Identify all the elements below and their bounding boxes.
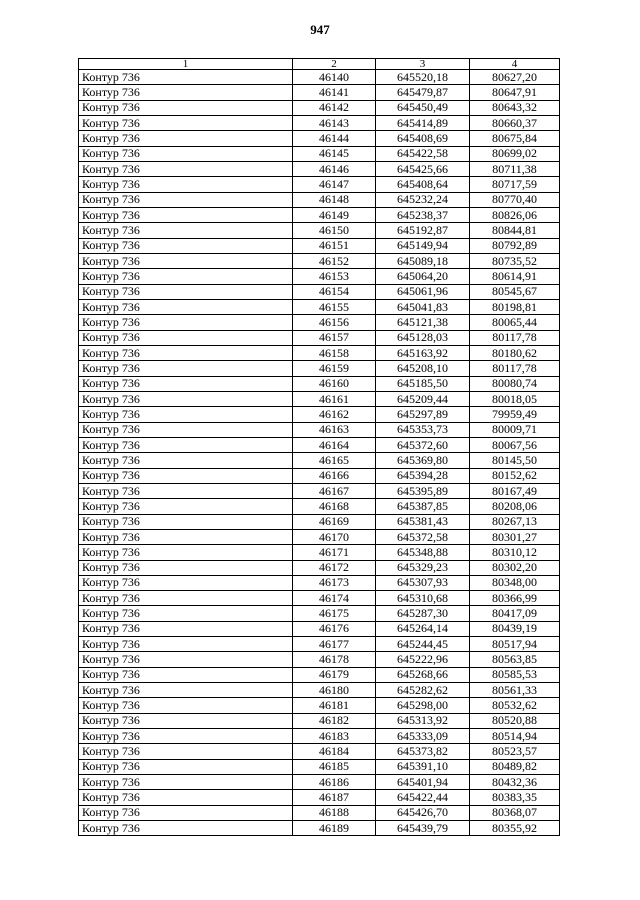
point-number-cell: 46171: [293, 545, 376, 560]
y-coordinate-cell: 80152,62: [470, 468, 560, 483]
x-coordinate-cell: 645422,58: [376, 146, 470, 161]
x-coordinate-cell: 645282,62: [376, 683, 470, 698]
x-coordinate-cell: 645163,92: [376, 345, 470, 360]
point-number-cell: 46155: [293, 299, 376, 314]
point-number-cell: 46166: [293, 468, 376, 483]
y-coordinate-cell: 80439,19: [470, 621, 560, 636]
x-coordinate-cell: 645348,88: [376, 545, 470, 560]
x-coordinate-cell: 645238,37: [376, 207, 470, 222]
point-number-cell: 46160: [293, 376, 376, 391]
contour-name-cell: Контур 736: [79, 253, 293, 268]
y-coordinate-cell: 80647,91: [470, 85, 560, 100]
point-number-cell: 46157: [293, 330, 376, 345]
y-coordinate-cell: 80514,94: [470, 729, 560, 744]
point-number-cell: 46147: [293, 177, 376, 192]
table-row: [79, 652, 560, 667]
y-coordinate-cell: 80792,89: [470, 238, 560, 253]
y-coordinate-cell: 79959,49: [470, 407, 560, 422]
y-coordinate-cell: 80145,50: [470, 453, 560, 468]
table-row: [79, 284, 560, 299]
contour-name-cell: Контур 736: [79, 207, 293, 222]
y-coordinate-cell: 80366,99: [470, 591, 560, 606]
point-number-cell: 46154: [293, 284, 376, 299]
contour-name-cell: Контур 736: [79, 131, 293, 146]
y-coordinate-cell: 80117,78: [470, 361, 560, 376]
point-number-cell: 46148: [293, 192, 376, 207]
x-coordinate-cell: 645307,93: [376, 575, 470, 590]
header-row: [79, 59, 560, 70]
table-row: [79, 683, 560, 698]
x-coordinate-cell: 645353,73: [376, 422, 470, 437]
table-row: [79, 790, 560, 805]
point-number-cell: 46174: [293, 591, 376, 606]
contour-name-cell: Контур 736: [79, 545, 293, 560]
y-coordinate-cell: 80167,49: [470, 483, 560, 498]
x-coordinate-cell: 645192,87: [376, 223, 470, 238]
x-coordinate-cell: 645381,43: [376, 514, 470, 529]
table-row: [79, 713, 560, 728]
table-row: [79, 345, 560, 360]
table-row: [79, 376, 560, 391]
point-number-cell: 46181: [293, 698, 376, 713]
contour-name-cell: Контур 736: [79, 805, 293, 820]
y-coordinate-cell: 80432,36: [470, 775, 560, 790]
point-number-cell: 46153: [293, 269, 376, 284]
x-coordinate-cell: 645450,49: [376, 100, 470, 115]
contour-name-cell: Контур 736: [79, 192, 293, 207]
y-coordinate-cell: 80067,56: [470, 437, 560, 452]
table-body: [79, 70, 560, 836]
x-coordinate-cell: 645268,66: [376, 667, 470, 682]
x-coordinate-cell: 645149,94: [376, 238, 470, 253]
table-row: [79, 361, 560, 376]
contour-name-cell: Контур 736: [79, 591, 293, 606]
x-coordinate-cell: 645185,50: [376, 376, 470, 391]
x-coordinate-cell: 645439,79: [376, 821, 470, 836]
y-coordinate-cell: 80383,35: [470, 790, 560, 805]
contour-name-cell: Контур 736: [79, 606, 293, 621]
table-row: [79, 391, 560, 406]
contour-name-cell: Контур 736: [79, 468, 293, 483]
table-row: [79, 70, 560, 85]
table-header: [79, 59, 560, 70]
table-row: [79, 575, 560, 590]
x-coordinate-cell: 645310,68: [376, 591, 470, 606]
table-row: [79, 483, 560, 498]
table-row: [79, 529, 560, 544]
point-number-cell: 46176: [293, 621, 376, 636]
x-coordinate-cell: 645041,83: [376, 299, 470, 314]
y-coordinate-cell: 80018,05: [470, 391, 560, 406]
point-number-cell: 46179: [293, 667, 376, 682]
table-row: [79, 821, 560, 836]
table-row: [79, 775, 560, 790]
point-number-cell: 46164: [293, 437, 376, 452]
point-number-cell: 46142: [293, 100, 376, 115]
table-row: [79, 805, 560, 820]
point-number-cell: 46175: [293, 606, 376, 621]
contour-name-cell: Контур 736: [79, 315, 293, 330]
contour-name-cell: Контур 736: [79, 437, 293, 452]
contour-name-cell: Контур 736: [79, 223, 293, 238]
contour-name-cell: Контур 736: [79, 115, 293, 130]
contour-name-cell: Контур 736: [79, 269, 293, 284]
point-number-cell: 46162: [293, 407, 376, 422]
point-number-cell: 46141: [293, 85, 376, 100]
point-number-cell: 46185: [293, 759, 376, 774]
contour-name-cell: Контур 736: [79, 698, 293, 713]
point-number-cell: 46161: [293, 391, 376, 406]
contour-name-cell: Контур 736: [79, 775, 293, 790]
contour-name-cell: Контур 736: [79, 299, 293, 314]
table-row: [79, 453, 560, 468]
contour-name-cell: Контур 736: [79, 330, 293, 345]
y-coordinate-cell: 80643,32: [470, 100, 560, 115]
table-row: [79, 621, 560, 636]
x-coordinate-cell: 645222,96: [376, 652, 470, 667]
contour-name-cell: Контур 736: [79, 238, 293, 253]
y-coordinate-cell: 80198,81: [470, 299, 560, 314]
y-coordinate-cell: 80520,88: [470, 713, 560, 728]
table-row: [79, 146, 560, 161]
point-number-cell: 46173: [293, 575, 376, 590]
point-number-cell: 46172: [293, 560, 376, 575]
x-coordinate-cell: 645372,58: [376, 529, 470, 544]
point-number-cell: 46177: [293, 637, 376, 652]
contour-name-cell: Контур 736: [79, 376, 293, 391]
table-row: [79, 545, 560, 560]
point-number-cell: 46152: [293, 253, 376, 268]
x-coordinate-cell: 645369,80: [376, 453, 470, 468]
point-number-cell: 46180: [293, 683, 376, 698]
y-coordinate-cell: 80368,07: [470, 805, 560, 820]
contour-name-cell: Контур 736: [79, 667, 293, 682]
x-coordinate-cell: 645287,30: [376, 606, 470, 621]
header-col-3: 3: [376, 59, 470, 70]
point-number-cell: 46143: [293, 115, 376, 130]
coordinates-table: [78, 58, 560, 836]
x-coordinate-cell: 645297,89: [376, 407, 470, 422]
point-number-cell: 46187: [293, 790, 376, 805]
x-coordinate-cell: 645426,70: [376, 805, 470, 820]
contour-name-cell: Контур 736: [79, 683, 293, 698]
x-coordinate-cell: 645414,89: [376, 115, 470, 130]
y-coordinate-cell: 80614,91: [470, 269, 560, 284]
contour-name-cell: Контур 736: [79, 499, 293, 514]
contour-name-cell: Контур 736: [79, 391, 293, 406]
contour-name-cell: Контур 736: [79, 514, 293, 529]
table-row: [79, 729, 560, 744]
x-coordinate-cell: 645208,10: [376, 361, 470, 376]
y-coordinate-cell: 80735,52: [470, 253, 560, 268]
contour-name-cell: Контур 736: [79, 652, 293, 667]
point-number-cell: 46156: [293, 315, 376, 330]
point-number-cell: 46149: [293, 207, 376, 222]
contour-name-cell: Контур 736: [79, 284, 293, 299]
table-row: [79, 315, 560, 330]
y-coordinate-cell: 80009,71: [470, 422, 560, 437]
contour-name-cell: Контур 736: [79, 361, 293, 376]
table-row: [79, 299, 560, 314]
table-row: [79, 161, 560, 176]
x-coordinate-cell: 645209,44: [376, 391, 470, 406]
x-coordinate-cell: 645313,92: [376, 713, 470, 728]
table-row: [79, 759, 560, 774]
table-row: [79, 667, 560, 682]
table-row: [79, 238, 560, 253]
x-coordinate-cell: 645128,03: [376, 330, 470, 345]
y-coordinate-cell: 80844,81: [470, 223, 560, 238]
point-number-cell: 46186: [293, 775, 376, 790]
y-coordinate-cell: 80348,00: [470, 575, 560, 590]
table-row: [79, 514, 560, 529]
table-row: [79, 606, 560, 621]
header-col-4: 4: [470, 59, 560, 70]
y-coordinate-cell: 80523,57: [470, 744, 560, 759]
contour-name-cell: Контур 736: [79, 529, 293, 544]
point-number-cell: 46163: [293, 422, 376, 437]
x-coordinate-cell: 645061,96: [376, 284, 470, 299]
table-row: [79, 437, 560, 452]
y-coordinate-cell: 80355,92: [470, 821, 560, 836]
x-coordinate-cell: 645244,45: [376, 637, 470, 652]
contour-name-cell: Контур 736: [79, 453, 293, 468]
point-number-cell: 46168: [293, 499, 376, 514]
y-coordinate-cell: 80711,38: [470, 161, 560, 176]
point-number-cell: 46182: [293, 713, 376, 728]
table-row: [79, 192, 560, 207]
y-coordinate-cell: 80826,06: [470, 207, 560, 222]
header-col-1: 1: [79, 59, 293, 70]
table-row: [79, 744, 560, 759]
x-coordinate-cell: 645298,00: [376, 698, 470, 713]
x-coordinate-cell: 645064,20: [376, 269, 470, 284]
contour-name-cell: Контур 736: [79, 422, 293, 437]
table-row: [79, 637, 560, 652]
point-number-cell: 46165: [293, 453, 376, 468]
contour-name-cell: Контур 736: [79, 637, 293, 652]
x-coordinate-cell: 645394,28: [376, 468, 470, 483]
x-coordinate-cell: 645422,44: [376, 790, 470, 805]
y-coordinate-cell: 80675,84: [470, 131, 560, 146]
table-row: [79, 269, 560, 284]
y-coordinate-cell: 80532,62: [470, 698, 560, 713]
y-coordinate-cell: 80585,53: [470, 667, 560, 682]
y-coordinate-cell: 80717,59: [470, 177, 560, 192]
contour-name-cell: Контур 736: [79, 407, 293, 422]
x-coordinate-cell: 645408,69: [376, 131, 470, 146]
x-coordinate-cell: 645408,64: [376, 177, 470, 192]
table-row: [79, 207, 560, 222]
x-coordinate-cell: 645395,89: [376, 483, 470, 498]
table-row: [79, 253, 560, 268]
contour-name-cell: Контур 736: [79, 713, 293, 728]
x-coordinate-cell: 645329,23: [376, 560, 470, 575]
x-coordinate-cell: 645520,18: [376, 70, 470, 85]
table-row: [79, 407, 560, 422]
point-number-cell: 46146: [293, 161, 376, 176]
y-coordinate-cell: 80561,33: [470, 683, 560, 698]
x-coordinate-cell: 645089,18: [376, 253, 470, 268]
point-number-cell: 46151: [293, 238, 376, 253]
y-coordinate-cell: 80627,20: [470, 70, 560, 85]
y-coordinate-cell: 80180,62: [470, 345, 560, 360]
point-number-cell: 46178: [293, 652, 376, 667]
contour-name-cell: Контур 736: [79, 161, 293, 176]
contour-name-cell: Контур 736: [79, 575, 293, 590]
table-row: [79, 422, 560, 437]
y-coordinate-cell: 80080,74: [470, 376, 560, 391]
y-coordinate-cell: 80417,09: [470, 606, 560, 621]
header-col-2: 2: [293, 59, 376, 70]
point-number-cell: 46183: [293, 729, 376, 744]
table-row: [79, 330, 560, 345]
contour-name-cell: Контур 736: [79, 100, 293, 115]
y-coordinate-cell: 80660,37: [470, 115, 560, 130]
y-coordinate-cell: 80267,13: [470, 514, 560, 529]
contour-name-cell: Контур 736: [79, 621, 293, 636]
point-number-cell: 46159: [293, 361, 376, 376]
x-coordinate-cell: 645479,87: [376, 85, 470, 100]
x-coordinate-cell: 645121,38: [376, 315, 470, 330]
point-number-cell: 46144: [293, 131, 376, 146]
point-number-cell: 46184: [293, 744, 376, 759]
table-row: [79, 85, 560, 100]
table-row: [79, 115, 560, 130]
x-coordinate-cell: 645372,60: [376, 437, 470, 452]
y-coordinate-cell: 80310,12: [470, 545, 560, 560]
point-number-cell: 46150: [293, 223, 376, 238]
x-coordinate-cell: 645264,14: [376, 621, 470, 636]
y-coordinate-cell: 80770,40: [470, 192, 560, 207]
page-number: 947: [310, 22, 330, 37]
point-number-cell: 46189: [293, 821, 376, 836]
table-row: [79, 499, 560, 514]
table-row: [79, 100, 560, 115]
contour-name-cell: Контур 736: [79, 790, 293, 805]
point-number-cell: 46167: [293, 483, 376, 498]
y-coordinate-cell: 80117,78: [470, 330, 560, 345]
y-coordinate-cell: 80302,20: [470, 560, 560, 575]
contour-name-cell: Контур 736: [79, 483, 293, 498]
point-number-cell: 46140: [293, 70, 376, 85]
table-row: [79, 223, 560, 238]
contour-name-cell: Контур 736: [79, 744, 293, 759]
x-coordinate-cell: 645391,10: [376, 759, 470, 774]
point-number-cell: 46188: [293, 805, 376, 820]
point-number-cell: 46170: [293, 529, 376, 544]
y-coordinate-cell: 80208,06: [470, 499, 560, 514]
contour-name-cell: Контур 736: [79, 177, 293, 192]
point-number-cell: 46145: [293, 146, 376, 161]
x-coordinate-cell: 645401,94: [376, 775, 470, 790]
contour-name-cell: Контур 736: [79, 560, 293, 575]
x-coordinate-cell: 645232,24: [376, 192, 470, 207]
table-row: [79, 131, 560, 146]
contour-name-cell: Контур 736: [79, 70, 293, 85]
contour-name-cell: Контур 736: [79, 146, 293, 161]
table-row: [79, 560, 560, 575]
y-coordinate-cell: 80301,27: [470, 529, 560, 544]
x-coordinate-cell: 645333,09: [376, 729, 470, 744]
contour-name-cell: Контур 736: [79, 729, 293, 744]
y-coordinate-cell: 80563,85: [470, 652, 560, 667]
point-number-cell: 46169: [293, 514, 376, 529]
contour-name-cell: Контур 736: [79, 759, 293, 774]
y-coordinate-cell: 80545,67: [470, 284, 560, 299]
point-number-cell: 46158: [293, 345, 376, 360]
y-coordinate-cell: 80517,94: [470, 637, 560, 652]
table-row: [79, 698, 560, 713]
contour-name-cell: Контур 736: [79, 821, 293, 836]
x-coordinate-cell: 645387,85: [376, 499, 470, 514]
y-coordinate-cell: 80489,82: [470, 759, 560, 774]
x-coordinate-cell: 645425,66: [376, 161, 470, 176]
contour-name-cell: Контур 736: [79, 85, 293, 100]
table-row: [79, 177, 560, 192]
y-coordinate-cell: 80065,44: [470, 315, 560, 330]
table-row: [79, 591, 560, 606]
table-row: [79, 468, 560, 483]
y-coordinate-cell: 80699,02: [470, 146, 560, 161]
contour-name-cell: Контур 736: [79, 345, 293, 360]
x-coordinate-cell: 645373,82: [376, 744, 470, 759]
